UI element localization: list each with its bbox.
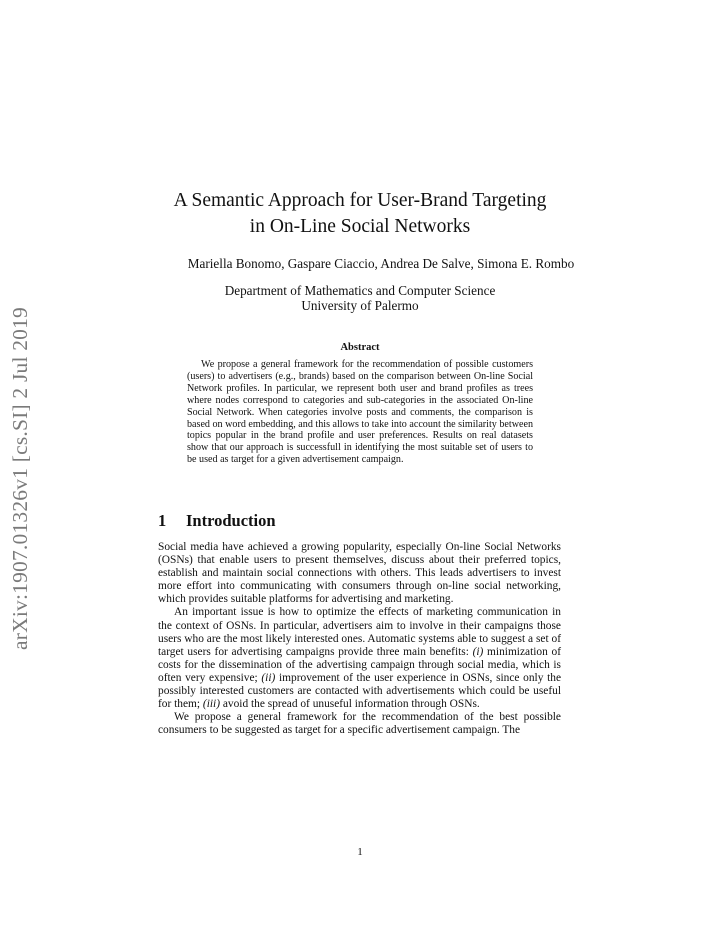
body-text	[158, 541, 561, 737]
affiliation-university: University of Palermo	[301, 297, 419, 313]
title-line: A Semantic Approach for User-Brand Targeting	[173, 190, 547, 211]
affiliation-department: Department of Mathematics and Computer Science	[224, 283, 496, 298]
paragraph: An important issue is how to optimize the effects of marketing communication in the context of OSNs. In particular, advertisers aim to involve in their campaigns those users who are the most likely interested ones. Automatic systems able to suggest a set of target users for advertising campaigns provide three main benefits: (i) minimization of costs for the dissemination of the advertising campaign through social media, which is often very expensive; (ii) improvement of the user experience in OSNs, since only the possibly interested customers are contacted with advertisements which could be useful for them; (iii) avoid the spread of unuseful information through OSNs.	[158, 606, 561, 711]
paper-title	[110, 188, 610, 240]
page-number: 1	[357, 846, 363, 858]
abstract-text: We propose a general framework for the recommendation of possible customers (users) to advertisers (e.g., brands) based on the comparison between On-line Social Network profiles. In particular, we represent both user and brand profiles as trees where nodes correspond to categories and sub-categories in the associated On-line Social Network. When categories involve posts and comments, the comparison is based on word embedding, and this allows to take into account the similarity between topics popular in the brand profile and user preferences. Results on real datasets show that our approach is successfull in identifying the most suitable set of users to be used as target for a given advertisement campaign.	[187, 359, 533, 466]
arxiv-identifier: arXiv:1907.01326v1 [cs.SI] 2 Jul 2019	[8, 306, 32, 650]
paragraph: We propose a general framework for the recommendation of the best possible consumers to be suggested as target for a specific advertisement campaign. The	[158, 711, 561, 737]
abstract-heading: Abstract	[340, 342, 380, 353]
title-line: in On-Line Social Networks	[249, 216, 471, 237]
paragraph: Social media have achieved a growing popularity, especially On-line Social Networks (OSNs) that enable users to present themselves, discuss about their preferred topics, establish and maintain social connections with others. This leads advertisers to invest more effort into communicating with consumers through on-line social networking, which provides suitable platforms for advertising and marketing.	[158, 541, 561, 606]
section-number: 1	[158, 511, 167, 530]
author-list: Mariella Bonomo, Gaspare Ciaccio, Andrea De Salve, Simona E. Rombo	[187, 256, 575, 271]
section-title: Introduction	[186, 511, 276, 530]
affiliation	[150, 284, 570, 313]
section-heading	[158, 511, 276, 531]
